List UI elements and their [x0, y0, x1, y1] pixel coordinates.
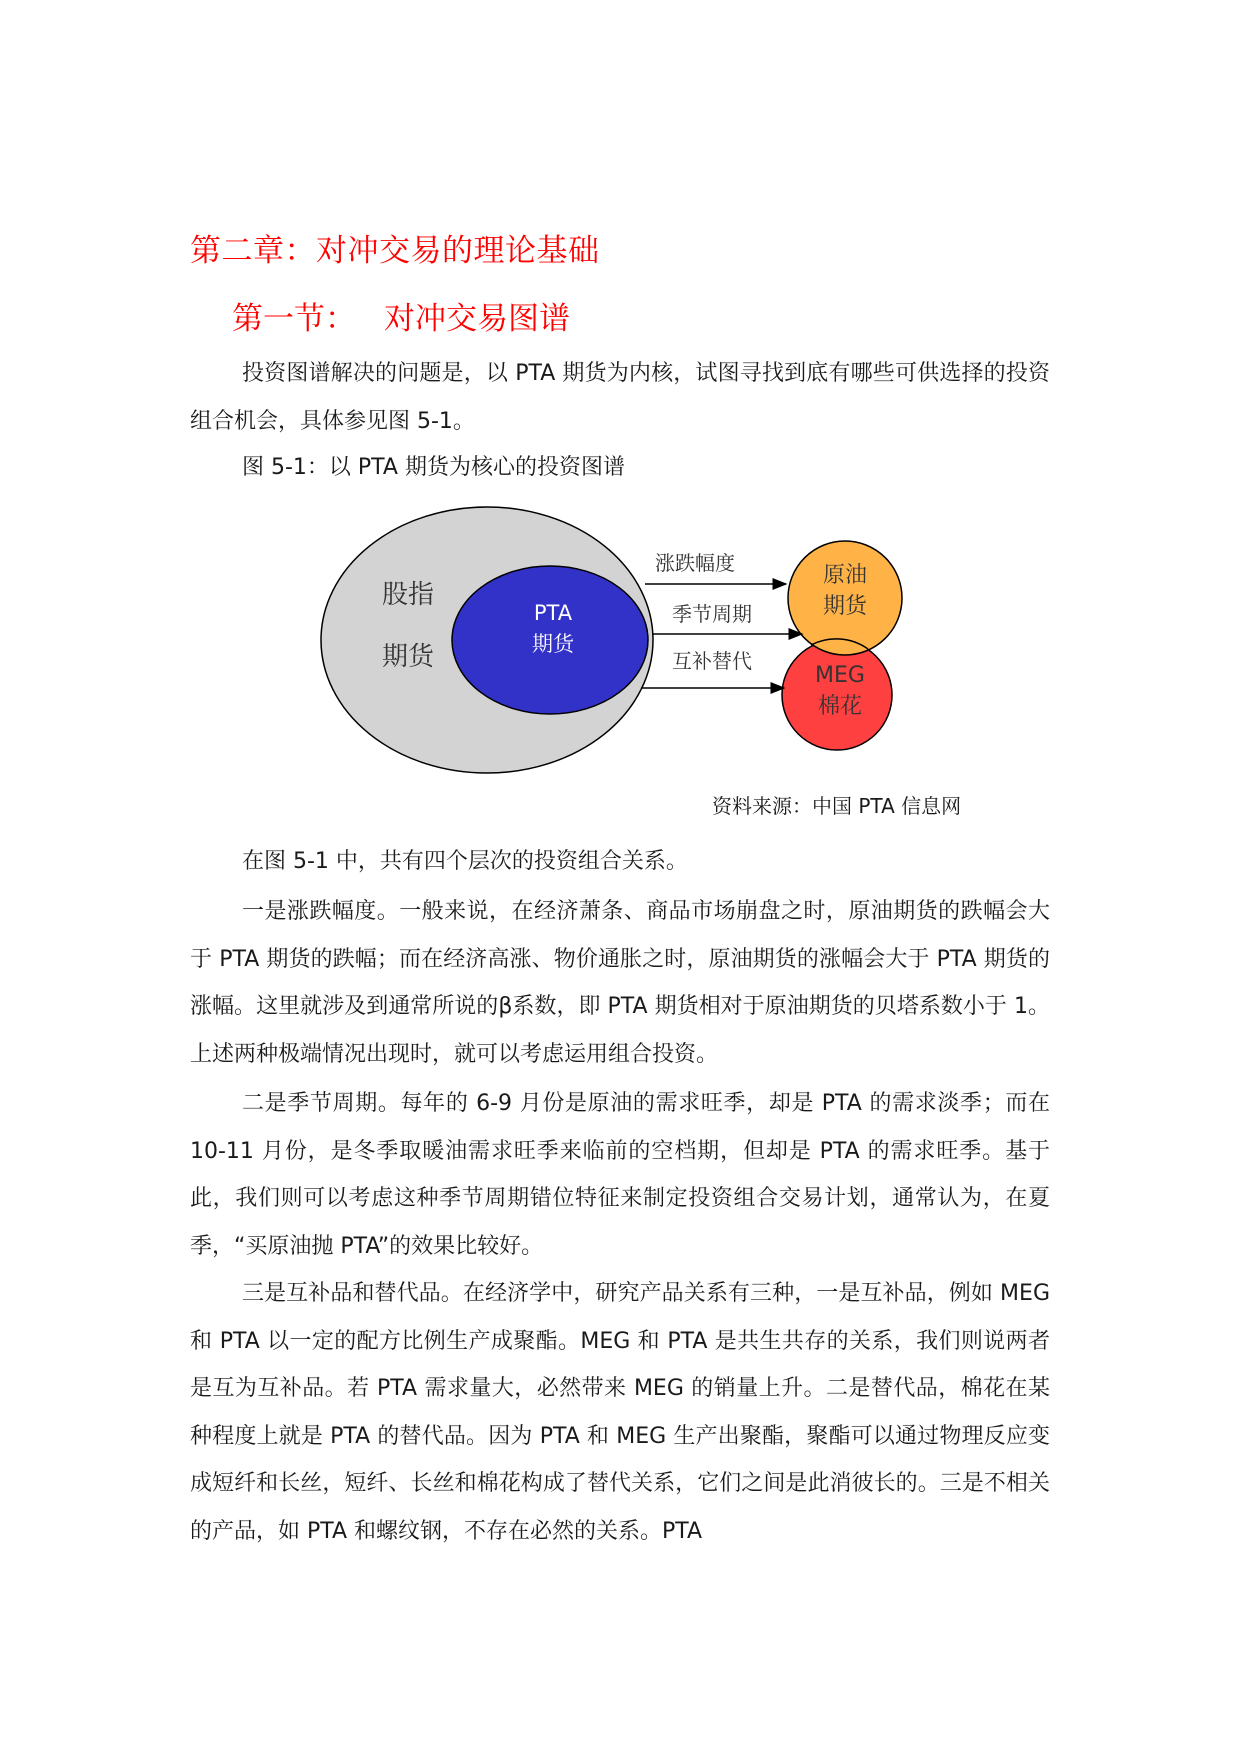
body-paragraph-4: 三是互补品和替代品。在经济学中，研究产品关系有三种，一是互补品，例如 MEG 和 PTA 以一定的配方比例生产成聚酯。MEG 和 PTA 是共生共存的关系，我们则说两者是互为互补品。若 PTA 需求量大，必然带来 MEG 的销量上升。二是替代品，棉花在某种程度上就是 PTA 的替代品。因为 PTA 和 MEG 生产出聚酯，聚酯可以通过物理反应变成短纤和长丝，短纤、长丝和棉花构成了替代关系，它们之间是此消彼长的。三是不相关的产品，如 PTA 和螺纹钢，不存在必然的关系。PTA	[190, 1281, 1050, 1544]
outer-label-2: 期货	[382, 642, 435, 672]
pta-label-1: PTA	[533, 601, 573, 625]
chapter-title: 第二章：对冲交易的理论基础	[190, 233, 600, 269]
outer-label-1: 股指	[382, 580, 435, 610]
oil-label-1: 原油	[822, 563, 868, 588]
arrow-label-rise-fall: 涨跌幅度	[655, 551, 735, 575]
pta-label-2: 期货	[532, 632, 574, 656]
arrow-label-complement: 互补替代	[672, 649, 752, 673]
oil-label-2: 期货	[822, 594, 868, 619]
meg-label-1: MEG	[815, 663, 865, 688]
figure-caption: 图 5-1：以 PTA 期货为核心的投资图谱	[242, 455, 625, 480]
figure-source: 资料来源：中国 PTA 信息网	[712, 794, 962, 818]
section-label: 第一节：	[232, 301, 356, 337]
intro-paragraph: 投资图谱解决的问题是，以 PTA 期货为内核，试图寻找到底有哪些可供选择的投资组合机会，具体参见图 5-1。	[190, 361, 1050, 434]
section-title: 对冲交易图谱	[384, 301, 570, 337]
body-paragraph-2: 一是涨跌幅度。一般来说，在经济萧条、商品市场崩盘之时，原油期货的跌幅会大于 PTA 期货的跌幅；而在经济高涨、物价通胀之时，原油期货的涨幅会大于 PTA 期货的涨幅。这里就涉及到通常所说的β系数，即 PTA 期货相对于原油期货的贝塔系数小于 1。上述两种极端情况出现时，就可以考虑运用组合投资。	[190, 899, 1050, 1067]
meg-label-2: 棉花	[817, 694, 863, 719]
arrow-label-season: 季节周期	[672, 602, 752, 626]
body-paragraph-1: 在图 5-1 中，共有四个层次的投资组合关系。	[242, 849, 688, 874]
body-paragraph-3: 二是季节周期。每年的 6-9 月份是原油的需求旺季，却是 PTA 的需求淡季；而在 10-11 月份，是冬季取暖油需求旺季来临前的空档期，但却是 PTA 的需求旺季。基于此，我们则可以考虑这种季节周期错位特征来制定投资组合交易计划，通常认为，在夏季，“买原油抛 PTA”的效果比较好。	[190, 1091, 1050, 1259]
